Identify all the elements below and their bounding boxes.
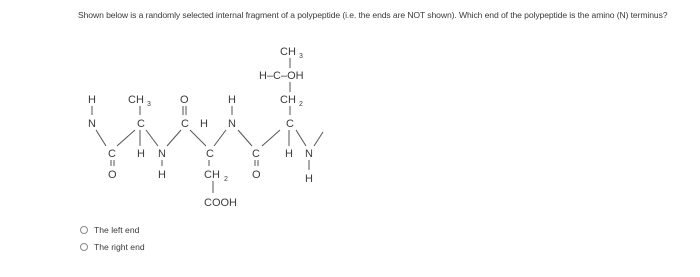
- atom-c: C: [206, 148, 214, 160]
- atom-h: H: [158, 169, 166, 181]
- group-cooh: COOH: [204, 197, 237, 209]
- atom-c: C: [252, 148, 260, 160]
- atom-n: N: [88, 118, 96, 130]
- option-label: The left end: [94, 224, 140, 235]
- atom-n: N: [228, 118, 236, 130]
- option-left-end[interactable]: [80, 221, 145, 238]
- atom-h: H: [305, 173, 313, 185]
- question-text: Shown below is a randomly selected internal fragment of a polypeptide (i.e. the ends are NOT shown). Which end of the polypeptide is the amino (N) terminus?: [78, 10, 668, 20]
- sub-2: 2: [224, 176, 228, 183]
- group-ch-oh: H–C–OH: [259, 70, 304, 82]
- atom-h: H: [285, 148, 293, 160]
- sub-2: 2: [299, 101, 303, 108]
- atom-o: O: [108, 169, 117, 181]
- atom-c: C: [108, 148, 116, 160]
- atom-n: N: [305, 148, 313, 160]
- option-label: The right end: [94, 241, 145, 252]
- radio-button[interactable]: [80, 226, 88, 234]
- atom-h: H: [200, 118, 208, 130]
- group-ch3: CH: [280, 46, 296, 58]
- atom-o: O: [252, 169, 261, 181]
- atom-c: C: [181, 118, 189, 130]
- atom-n: N: [158, 148, 166, 160]
- group-ch3: CH: [128, 94, 144, 106]
- atom-h: H: [88, 94, 96, 106]
- atom-h: H: [137, 148, 145, 160]
- atom-c: C: [137, 118, 145, 130]
- option-right-end[interactable]: [80, 238, 145, 255]
- atom-h: H: [228, 94, 236, 106]
- sub-3: 3: [299, 53, 303, 60]
- answer-options: [80, 221, 145, 255]
- sub-3: 3: [147, 101, 151, 108]
- atom-c: C: [286, 118, 294, 130]
- group-ch2: CH: [204, 169, 220, 181]
- group-ch2: CH: [280, 94, 296, 106]
- radio-button[interactable]: [80, 243, 88, 251]
- atom-o: O: [180, 94, 189, 106]
